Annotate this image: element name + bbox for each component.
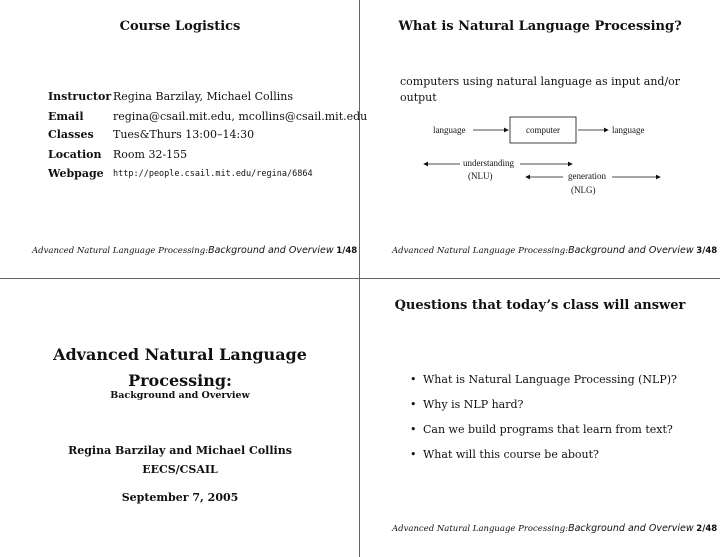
label-nlu: (NLU): [468, 171, 493, 181]
slide-what-is-nlp: [360, 0, 720, 278]
intro-line-1: computers using natural language as input and/or: [400, 75, 681, 88]
info-label: Location: [48, 148, 102, 161]
list-item: • What will this course be about?: [410, 448, 677, 473]
label-understanding: understanding: [463, 158, 514, 168]
slide-title-page: [0, 279, 360, 557]
slide-title: What is Natural Language Processing?: [398, 19, 682, 34]
label-language-in: language: [433, 125, 466, 135]
footer-subtitle: Background and Overview: [208, 245, 334, 256]
slide-footer: [32, 245, 357, 256]
question-list: [410, 373, 677, 473]
info-value: Tues&Thurs 13:00–14:30: [113, 128, 255, 141]
list-item: • Can we build programs that learn from text?: [410, 423, 677, 448]
slide-course-logistics: [0, 0, 368, 278]
footer-course: Advanced Natural Language Processing:: [32, 246, 209, 256]
slide-title: Course Logistics: [119, 19, 241, 34]
page-number: 1/48: [336, 246, 358, 256]
affiliation: EECS/CSAIL: [142, 463, 218, 476]
footer-course: Advanced Natural Language Processing:: [392, 524, 569, 534]
label-nlg: (NLG): [571, 185, 596, 195]
deck-subtitle: Background and Overview: [110, 390, 250, 401]
webpage-link[interactable]: http://people.csail.mit.edu/regina/6864: [113, 169, 313, 179]
list-item: • What is Natural Language Processing (NLP)?: [410, 373, 677, 398]
list-item: • Why is NLP hard?: [410, 398, 677, 423]
info-value: regina@csail.mit.edu, mcollins@csail.mit.edu: [113, 110, 368, 123]
info-label: Webpage: [48, 167, 104, 180]
footer-subtitle: Background and Overview: [568, 523, 694, 534]
info-label: Classes: [48, 128, 94, 141]
authors: Regina Barzilay and Michael Collins: [68, 444, 292, 457]
page-number: 3/48: [696, 246, 718, 256]
label-language-out: language: [612, 125, 645, 135]
footer-course: Advanced Natural Language Processing:: [392, 246, 569, 256]
slide-footer: [392, 523, 717, 534]
label-generation: generation: [568, 171, 606, 181]
slide-title: Questions that today’s class will answer: [394, 298, 686, 313]
footer-subtitle: Background and Overview: [568, 245, 694, 256]
date: September 7, 2005: [121, 491, 239, 504]
deck-title-line-2: Processing:: [128, 371, 232, 390]
slide-footer: [392, 245, 717, 256]
page-number: 2/48: [696, 524, 718, 534]
label-computer: computer: [526, 125, 560, 135]
deck-title-line-1: Advanced Natural Language: [53, 345, 307, 364]
info-value: Room 32-155: [113, 148, 188, 161]
intro-line-2: output: [400, 91, 437, 104]
info-label: Email: [48, 110, 84, 123]
info-label: Instructor: [48, 90, 112, 103]
info-value: Regina Barzilay, Michael Collins: [113, 90, 293, 103]
nlp-diagram-arrows: [360, 0, 720, 278]
